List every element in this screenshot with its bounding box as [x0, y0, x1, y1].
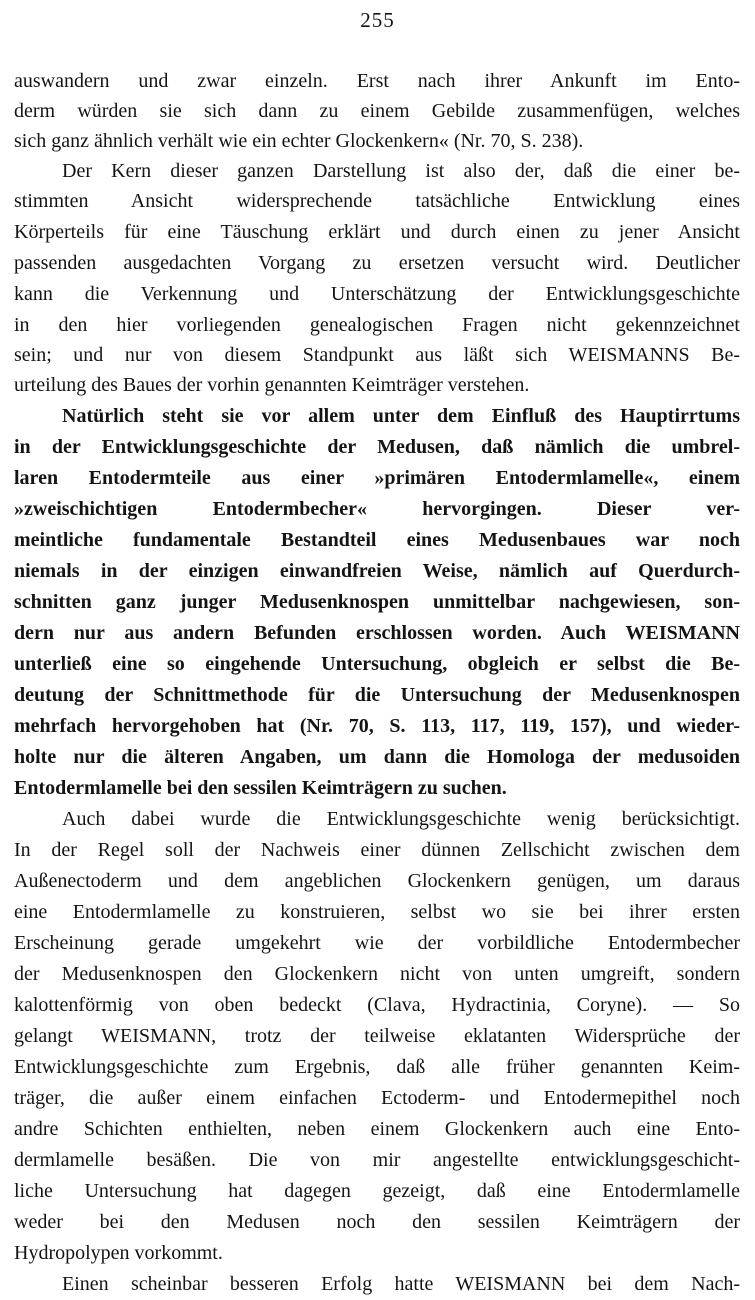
page-number: 255	[360, 8, 395, 32]
text-line: passenden ausgedachten Vorgang zu ersetzen versucht wird. Deutlicher	[14, 252, 740, 274]
text-line: Einen scheinbar besseren Erfolg hatte WEISMANN bei dem Nach-	[62, 1273, 740, 1295]
text-line: niemals in der einzigen einwandfreien Weise, nämlich auf Querdurch-	[14, 560, 740, 582]
text-line: unterließ eine so eingehende Untersuchung, obgleich er selbst die Be-	[14, 653, 740, 675]
text-line: derm würden sie sich dann zu einem Gebilde zusammenfügen, welches	[14, 100, 740, 122]
text-line: sein; und nur von diesem Standpunkt aus läßt sich WEISMANNS Be-	[14, 344, 740, 366]
text-line: Entwicklungsgeschichte zum Ergebnis, daß alle früher genannten Keim-	[14, 1056, 740, 1078]
text-line: In der Regel soll der Nachweis einer dünnen Zellschicht zwischen dem	[14, 839, 740, 861]
text-line: Auch dabei wurde die Entwicklungsgeschichte wenig berücksichtigt.	[62, 808, 740, 830]
text-line: dern nur aus andern Befunden erschlossen worden. Auch WEISMANN	[14, 622, 740, 644]
text-line: laren Entodermteile aus einer »primären Entodermlamelle«, einem	[14, 467, 740, 489]
text-line: eine Entodermlamelle zu konstruieren, selbst wo sie bei ihrer ersten	[14, 901, 740, 923]
text-line: »zweischichtigen Entodermbecher« hervorgingen. Dieser ver-	[14, 498, 740, 520]
text-line: Entodermlamelle bei den sessilen Keimträgern zu suchen.	[14, 777, 507, 799]
text-line: holte nur die älteren Angaben, um dann die Homologa der medusoiden	[14, 746, 740, 768]
text-line: Außenectoderm und dem angeblichen Glockenkern genügen, um daraus	[14, 870, 740, 892]
text-line: der Medusenknospen den Glockenkern nicht von unten umgreift, sondern	[14, 963, 740, 985]
text-line: Erscheinung gerade umgekehrt wie der vorbildliche Entodermbecher	[14, 932, 740, 954]
text-line: träger, die außer einem einfachen Ectoderm- und Entodermepithel noch	[14, 1087, 740, 1109]
text-line: deutung der Schnittmethode für die Untersuchung der Medusenknospen	[14, 684, 740, 706]
text-line: Der Kern dieser ganzen Darstellung ist also der, daß die einer be-	[62, 160, 740, 182]
text-line: in den hier vorliegenden genealogischen Fragen nicht gekennzeichnet	[14, 314, 740, 336]
text-line: kalottenförmig von oben bedeckt (Clava, Hydractinia, Coryne). — So	[14, 994, 740, 1016]
text-line: liche Untersuchung hat dagegen gezeigt, daß eine Entodermlamelle	[14, 1180, 740, 1202]
text-line: stimmten Ansicht widersprechende tatsächliche Entwicklung eines	[14, 190, 740, 212]
text-line: schnitten ganz junger Medusenknospen unmittelbar nachgewiesen, son-	[14, 591, 740, 613]
text-line: auswandern und zwar einzeln. Erst nach ihrer Ankunft im Ento-	[14, 70, 740, 92]
text-line: in der Entwicklungsgeschichte der Medusen, daß nämlich die umbrel-	[14, 436, 740, 458]
text-line: dermlamelle besäßen. Die von mir angestellte entwicklungsgeschicht-	[14, 1149, 740, 1171]
text-line: andre Schichten enthielten, neben einem Glockenkern auch eine Ento-	[14, 1118, 740, 1140]
text-line: weder bei den Medusen noch den sessilen Keimträgern der	[14, 1211, 740, 1233]
text-line: sich ganz ähnlich verhält wie ein echter Glockenkern« (Nr. 70, S. 238).	[14, 130, 584, 152]
text-line: Natürlich steht sie vor allem unter dem Einfluß des Hauptirrtums	[62, 405, 740, 427]
text-line: Hydropolypen vorkommt.	[14, 1242, 223, 1264]
text-line: gelangt WEISMANN, trotz der teilweise eklatanten Widersprüche der	[14, 1025, 740, 1047]
text-line: meintliche fundamentale Bestandteil eines Medusenbaues war noch	[14, 529, 740, 551]
text-line: Körperteils für eine Täuschung erklärt und durch einen zu jener Ansicht	[14, 221, 740, 243]
text-line: kann die Verkennung und Unterschätzung der Entwicklungsgeschichte	[14, 283, 740, 305]
text-line: urteilung des Baues der vorhin genannten Keimträger verstehen.	[14, 374, 530, 396]
text-line: mehrfach hervorgehoben hat (Nr. 70, S. 113, 117, 119, 157), und wieder-	[14, 715, 740, 737]
